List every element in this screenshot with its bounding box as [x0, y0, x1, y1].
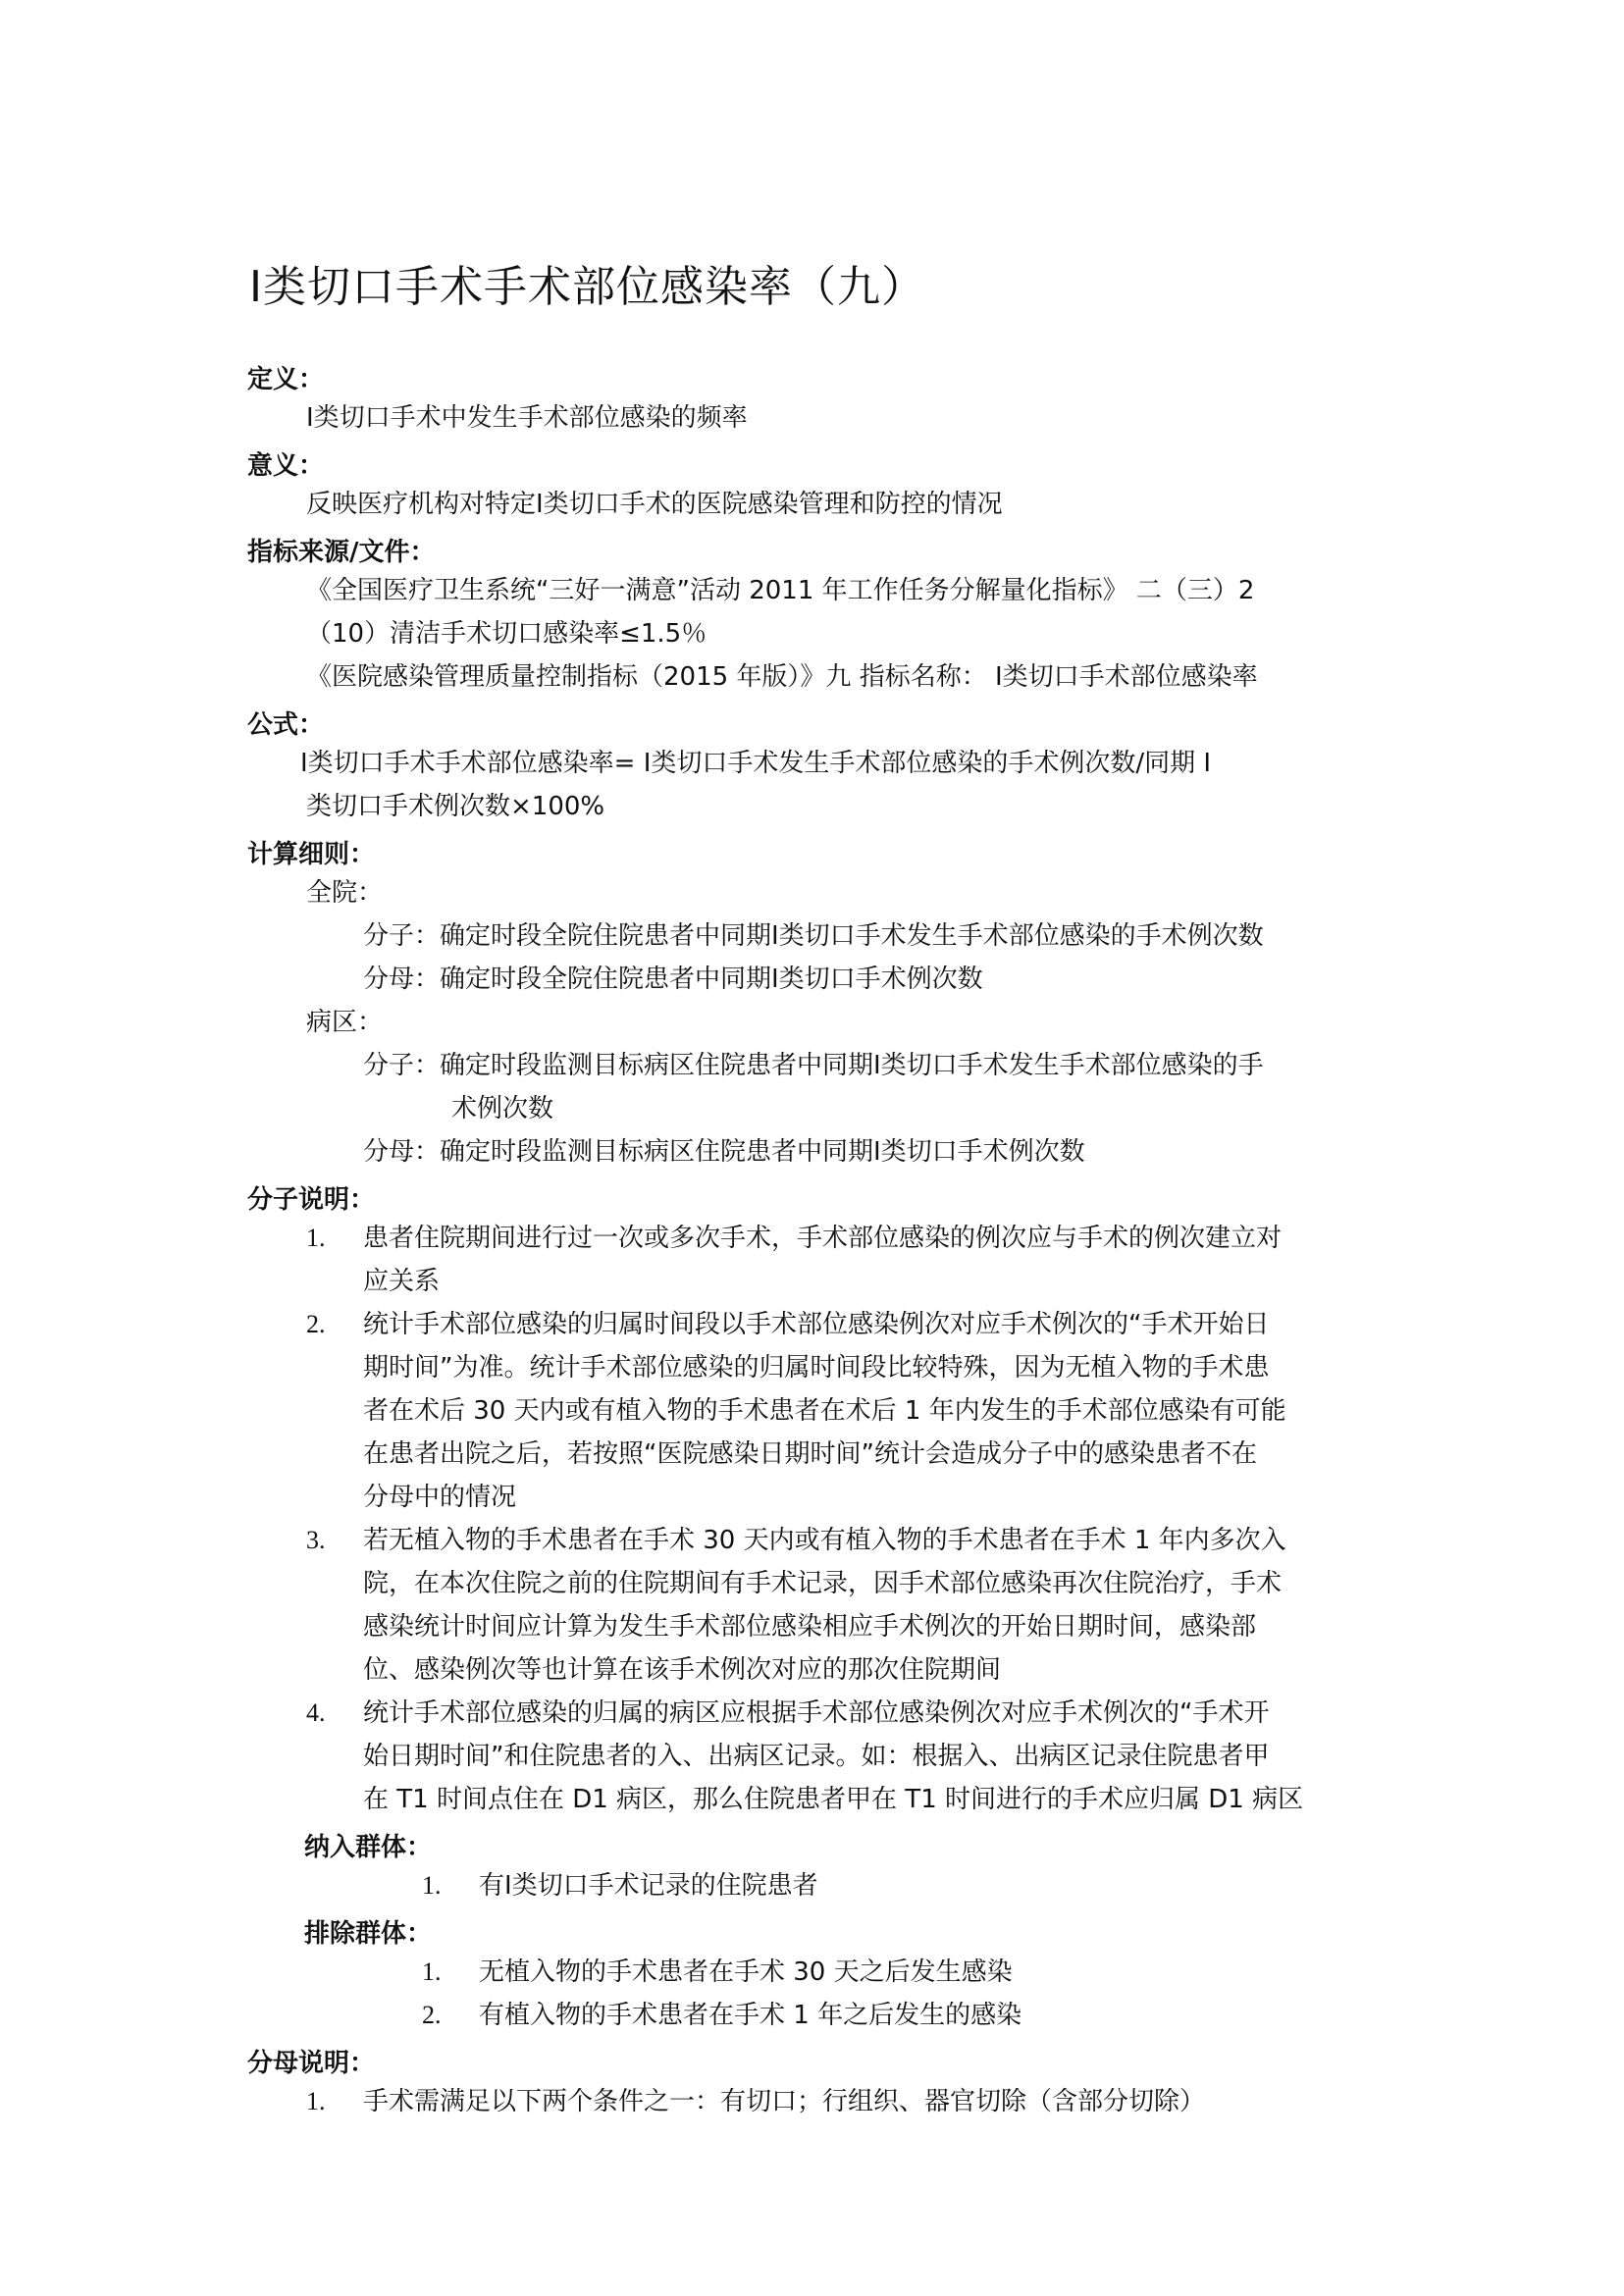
exclusion-item: 无植入物的手术患者在手术 30 天之后发生感染 — [479, 1957, 1013, 1987]
list-item-number: 1. — [422, 1957, 442, 1986]
exclusion-heading: 排除群体： — [304, 1919, 433, 1949]
source-heading: 指标来源/文件： — [247, 538, 436, 567]
source-line-2: （10）清洁手术切口感染率≤1.5％ — [306, 619, 707, 649]
whole-denominator: 分母：确定时段全院住院患者中同期Ⅰ类切口手术例次数 — [363, 965, 983, 994]
list-item-number: 1. — [306, 1224, 326, 1252]
page-title: Ⅰ类切口手术手术部位感染率（九） — [249, 262, 925, 312]
ward-label: 病区： — [306, 1008, 384, 1037]
list-item-line: 位、感染例次等也计算在该手术例次对应的那次住院期间 — [363, 1655, 1002, 1685]
formula-line-1: Ⅰ类切口手术手术部位感染率= Ⅰ类切口手术发生手术部位感染的手术例次数/同期 Ⅰ — [300, 749, 1212, 778]
inclusion-heading: 纳入群体： — [304, 1833, 433, 1862]
list-item-line: 应关系 — [363, 1267, 441, 1296]
significance-heading: 意义： — [247, 451, 325, 481]
formula-heading: 公式： — [247, 710, 325, 740]
list-item-line: 患者住院期间进行过一次或多次手术，手术部位感染的例次应与手术的例次建立对 — [363, 1224, 1283, 1253]
list-item-number: 4. — [306, 1698, 326, 1727]
list-item-line: 期时间”为准。统计手术部位感染的归属时间段比较特殊，因为无植入物的手术患 — [363, 1353, 1270, 1383]
list-item-line: 在患者出院之后，若按照“医院感染日期时间”统计会造成分子中的感染患者不在 — [363, 1439, 1257, 1469]
significance-text: 反映医疗机构对特定Ⅰ类切口手术的医院感染管理和防控的情况 — [306, 490, 1003, 519]
list-item-number: 2. — [306, 1310, 326, 1338]
ward-numerator-line-1: 分子：确定时段监测目标病区住院患者中同期Ⅰ类切口手术发生手术部位感染的手 — [363, 1051, 1264, 1080]
exclusion-item: 有植入物的手术患者在手术 1 年之后发生的感染 — [479, 2001, 1022, 2030]
list-item-line: 分母中的情况 — [363, 1483, 517, 1512]
ward-denominator: 分母：确定时段监测目标病区住院患者中同期Ⅰ类切口手术例次数 — [363, 1137, 1085, 1167]
denominator-item: 手术需满足以下两个条件之一：有切口；行组织、器官切除（含部分切除） — [363, 2087, 1206, 2116]
source-line-3: 《医院感染管理质量控制指标（2015 年版）》九 指标名称： Ⅰ类切口手术部位感染率 — [306, 662, 1258, 692]
list-item-line: 院，在本次住院之前的住院期间有手术记录，因手术部位感染再次住院治疗，手术 — [363, 1569, 1283, 1598]
list-item-line: 若无植入物的手术患者在手术 30 天内或有植入物的手术患者在手术 1 年内多次入 — [363, 1526, 1286, 1555]
calculation-heading: 计算细则： — [247, 840, 376, 869]
numerator-notes-heading: 分子说明： — [247, 1185, 376, 1215]
list-item-number: 1. — [422, 1871, 442, 1900]
whole-numerator: 分子：确定时段全院住院患者中同期Ⅰ类切口手术发生手术部位感染的手术例次数 — [363, 921, 1264, 951]
list-item-number: 3. — [306, 1526, 326, 1554]
list-item-line: 感染统计时间应计算为发生手术部位感染相应手术例次的开始日期时间，感染部 — [363, 1612, 1257, 1642]
list-item-line: 在 T1 时间点住在 D1 病区，那么住院患者甲在 T1 时间进行的手术应归属 D1 病区 — [363, 1785, 1304, 1814]
list-item-line: 统计手术部位感染的归属时间段以手术部位感染例次对应手术例次的“手术开始日 — [363, 1310, 1270, 1339]
definition-text: Ⅰ类切口手术中发生手术部位感染的频率 — [306, 403, 748, 433]
formula-line-2: 类切口手术例次数×100% — [306, 792, 605, 821]
list-item-line: 始日期时间”和住院患者的入、出病区记录。如：根据入、出病区记录住院患者甲 — [363, 1742, 1270, 1771]
list-item-number: 2. — [422, 2001, 442, 2029]
denominator-notes-heading: 分母说明： — [247, 2049, 376, 2078]
definition-heading: 定义： — [247, 365, 325, 394]
ward-numerator-line-2: 术例次数 — [451, 1094, 554, 1123]
list-item-line: 统计手术部位感染的归属的病区应根据手术部位感染例次对应手术例次的“手术开 — [363, 1698, 1270, 1728]
whole-hospital-label: 全院： — [306, 878, 384, 908]
source-line-1: 《全国医疗卫生系统“三好一满意”活动 2011 年工作任务分解量化指标》 二（三）2 — [306, 576, 1255, 605]
list-item-number: 1. — [306, 2087, 326, 2115]
inclusion-item: 有Ⅰ类切口手术记录的住院患者 — [479, 1871, 818, 1901]
list-item-line: 者在术后 30 天内或有植入物的手术患者在术后 1 年内发生的手术部位感染有可能 — [363, 1396, 1286, 1426]
